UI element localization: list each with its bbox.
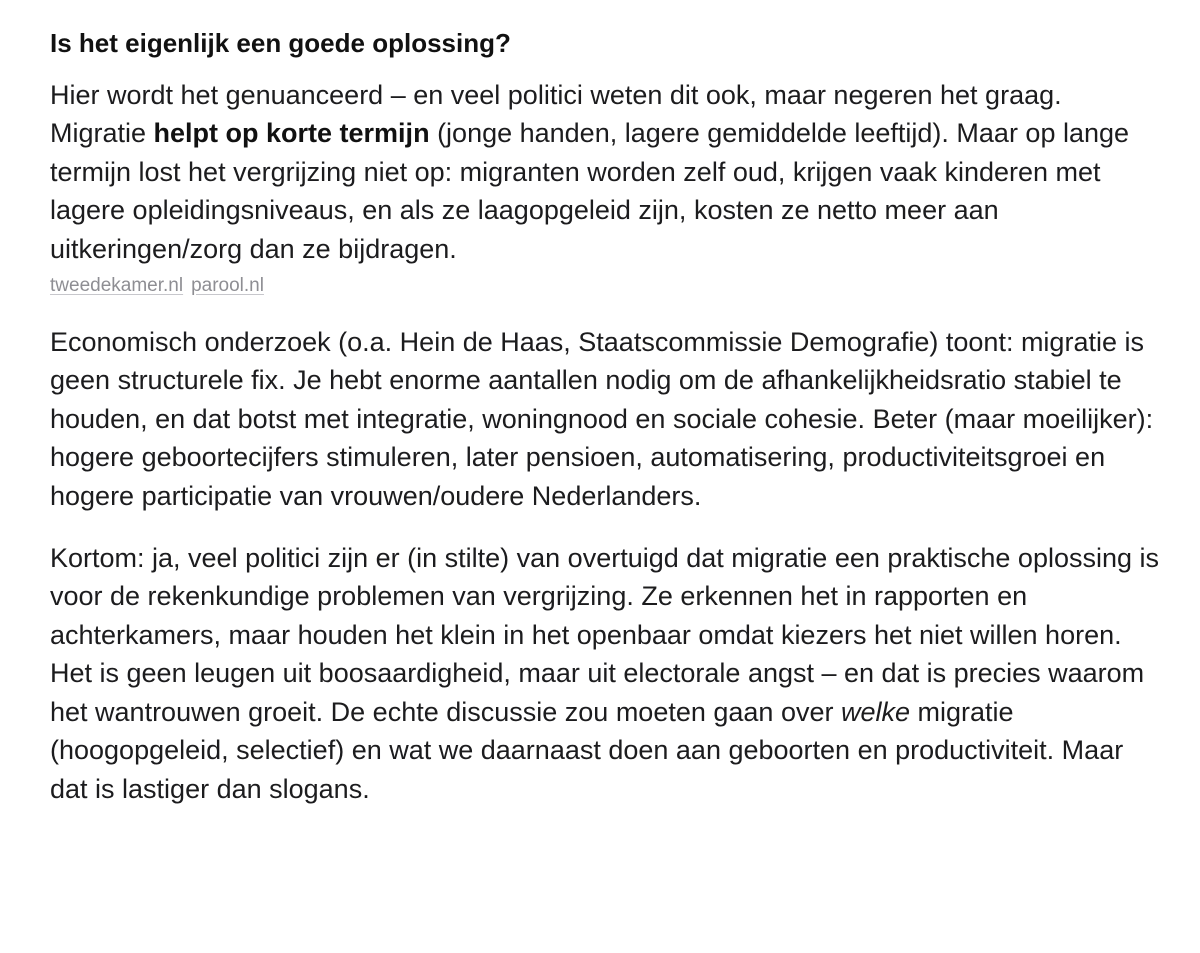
paragraph-text: (jonge handen, lagere gemiddelde leeftijd). Maar op lange termijn lost het vergrijzing niet op: migranten worden zelf oud, krijgen vaak kinderen met lagere opleidingsniveaus, en als ze laagopgeleid zijn, kosten ze netto meer aan uitkeringen/zorg dan ze bijdragen.	[50, 118, 1130, 264]
source-link-parool[interactable]: parool.nl	[191, 275, 264, 297]
paragraph-text: Kortom: ja, veel politici zijn er (in stilte) van overtuigd dat migratie een praktische oplossing is voor de rekenkundige problemen van vergrijzing. Ze erkennen het in rapporten en achterkamers, maar houden het klein in het openbaar omdat kiezers het niet willen horen. Het is geen leugen uit boosaardigheid, maar uit electorale angst – en dat is precies waarom het wantrouwen groeit. De echte discussie zou moeten gaan over	[50, 543, 1160, 727]
paragraph-research: Economisch onderzoek (o.a. Hein de Haas, Staatscommissie Demografie) toont: migratie is geen structurele fix. Je hebt enorme aantallen nodig om de afhankelijkheidsratio stabiel te houden, en dat botst met integratie, woningnood en sociale cohesie. Beter (maar moeilijker): hogere geboortecijfers stimuleren, later pensioen, automatisering, productiviteitsgroei en hogere participatie van vrouwen/oudere Nederlanders.	[50, 327, 1154, 511]
paragraph-nuance	[50, 76, 1160, 299]
paragraph-conclusion	[50, 539, 1160, 808]
section-heading: Is het eigenlijk een goede oplossing?	[50, 28, 511, 58]
source-links	[50, 269, 1160, 299]
paragraph-text: migratie (hoogopgeleid, selectief) en wat we daarnaast doen aan geboorten en productiviteit. Maar dat is lastiger dan slogans.	[50, 696, 1124, 804]
paragraph-text: Hier wordt het genuanceerd – en veel politici weten dit ook, maar negeren het graag. Migratie	[50, 80, 1062, 149]
source-link-tweedekamer[interactable]: tweedekamer.nl	[50, 275, 184, 297]
italic-word: welke	[840, 696, 910, 727]
bold-phrase: helpt op korte termijn	[153, 118, 430, 149]
message-content	[50, 24, 1160, 832]
